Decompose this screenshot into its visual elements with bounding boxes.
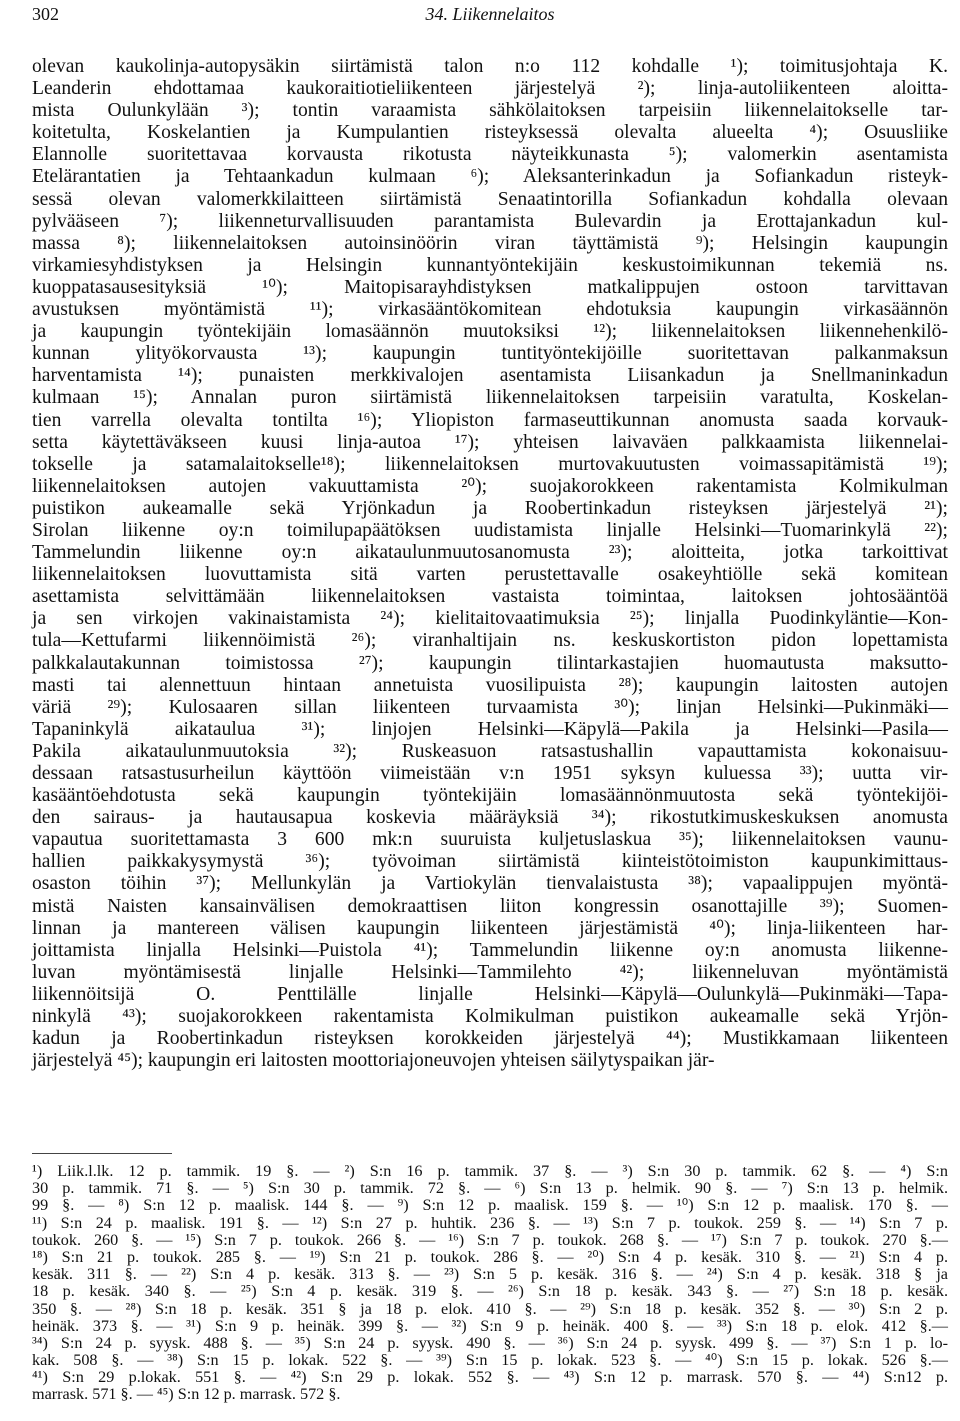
footnote-line: 99 §. — ⁸) S:n 12 p. maalisk. 144 §. — ⁹) S:n 12 p. maalisk. 159 §. — ¹⁰) S:n 12 p. maalisk. 170 §. — — [32, 1196, 948, 1215]
footnote-line: 30 p. tammik. 71 §. — ⁵) S:n 30 p. tammik. 72 §. — ⁶) S:n 13 p. helmik. 90 §. — ⁷) S:n 13 p. helmik. — [32, 1179, 948, 1198]
body-line: mistä Naisten kansainvälisen demokraattisen liiton kongressin osanottajille ³⁹); Suomen- — [32, 895, 948, 917]
footnote-line: ¹¹) S:n 24 p. maalisk. 191 §. — ¹²) S:n 27 p. huhtik. 236 §. — ¹³) S:n 7 p. toukok. 259 §. — ¹⁴) S:n 7 p. — [32, 1213, 948, 1232]
body-line: Etelärantatien ja Tehtaankadun kulmaan ⁶); Aleksanterinkadun ja Sofiankadun risteyk- — [32, 166, 948, 188]
page-header — [32, 4, 948, 34]
footnote-line: ⁴¹) S:n 29 p.lokak. 551 §. — ⁴²) S:n 29 p. lokak. 552 §. — ⁴³) S:n 12 p. marrask. 570 §. — ⁴⁴) S:n12 p. — [32, 1368, 948, 1387]
body-line: den sairaus- ja hautausapua koskevia määräyksiä ³⁴); rikostutkimuskeskuksen anomusta — [32, 807, 948, 829]
body-line: Tammelundin liikenne oy:n aikataulunmuutosanomusta ²³); aloitteita, jotka tarkoittivat — [32, 542, 948, 564]
footnote-line: heinäk. 373 §. — ³¹) S:n 9 p. heinäk. 399 §. — ³²) S:n 9 p. heinäk. 400 §. — ³³) S:n 18 p. elok. 412 §.— — [32, 1316, 948, 1335]
footnote-line: ³⁴) S:n 24 p. syysk. 488 §. — ³⁵) S:n 24 p. syysk. 490 §. — ³⁶) S:n 24 p. syysk. 499 §. — ³⁷) S:n 1 p. lo- — [32, 1333, 948, 1352]
body-line: kuoppatasausesityksiä ¹⁰); Maitopisarayhdistyksen matkalippujen ostoon tarvittavan — [32, 276, 948, 298]
body-line: asettamista selvittämään liikennelaitoksen vastaista toimintaa, laitoksen johtosääntöä — [32, 586, 948, 608]
body-line: liikennöitsijä O. Penttilälle linjalle Helsinki—Käpylä—Oulunkylä—Pukinmäki—Tapa- — [32, 983, 948, 1005]
body-line: tien varrella olevalta tontilta ¹⁶); Yliopiston farmaseuttikunnan anomusta saada korvauk- — [32, 409, 948, 431]
running-title: 34. Liikennelaitos — [425, 4, 555, 24]
body-line: ja kaupungin työntekijäin lomasäännön muutoksiksi ¹²); liikennelaitoksen liikennehenkilö- — [32, 321, 948, 343]
body-line: hallien paikkakysymystä ³⁶); työvoiman siirtämistä kiinteistötoimiston kaupunkimittaus- — [32, 851, 948, 873]
body-line: tula—Kettufarmi liikennöimistä ²⁶); viranhaltijain ns. keskuskortiston pidon lopettamista — [32, 630, 948, 652]
body-line: liikennelaitoksen autojen vakuuttamista ²⁰); suojakorokkeen rakentamista Kolmikulman — [32, 475, 948, 497]
body-line: Tapaninkylä aikataulua ³¹); linjojen Helsinki—Käpylä—Pakila ja Helsinki—Pasila— — [32, 718, 948, 740]
body-line: massa ⁸); liikennelaitoksen autoinsinöörin viran täyttämistä ⁹); Helsingin kaupungin — [32, 232, 948, 254]
body-line: avustuksen myöntämistä ¹¹); virkasääntökomitean ehdotuksia kaupungin virkasäännön — [32, 299, 948, 321]
body-line: kulmaan ¹⁵); Annalan puron siirtämistä liikennelaitoksen tarpeisiin varatulta, Koskelan- — [32, 387, 948, 409]
body-line: palkkalautakunnan toimistossa ²⁷); kaupungin tilintarkastajien huomautusta maksutto- — [32, 652, 948, 674]
body-line: väriä ²⁹); Kulosaaren sillan liikenteen turvaamista ³⁰); linjan Helsinki—Pukinmäki— — [32, 696, 948, 718]
body-line: Pakila aikataulunmuutoksia ³²); Ruskeasuon ratsastushallin vapauttamista kokonaisuu- — [32, 740, 948, 762]
body-line: vapautua suoritettamasta 3 600 mk:n suuruista kuljetuslaskua ³⁵); liikennelaitoksen vaunu- — [32, 829, 948, 851]
body-line: joittamista linjalla Helsinki—Puistola ⁴¹); Tammelundin liikenne oy:n anomusta liikenne- — [32, 939, 948, 961]
body-line: sessä olevan valomerkkilaitteen siirtämistä Senaatintorilla Sofiankadun kohdalla olevaan — [32, 188, 948, 210]
body-line: tokselle ja satamalaitokselle¹⁸); liikennelaitoksen murtovakuutusten voimassapitämistä ¹⁹); — [32, 453, 948, 475]
body-line: harventamista ¹⁴); punaisten merkkivalojen asentamista Liisankadun ja Snellmaninkadun — [32, 365, 948, 387]
footnote-rule — [32, 1153, 172, 1154]
page-number: 302 — [32, 4, 59, 24]
footnote-line: ¹⁸) S:n 21 p. toukok. 285 §. — ¹⁹) S:n 21 p. toukok. 286 §. — ²⁰) S:n 4 p. kesäk. 310 §. — ²¹) S:n 4 p. — [32, 1247, 948, 1266]
body-line: virkamiesyhdistyksen ja Helsingin kunnantyöntekijäin keskustoimikunnan tekemiä ns. — [32, 254, 948, 276]
body-line: ja sen virkojen vakinaistamista ²⁴); kielitaitovaatimuksia ²⁵); linjalla Puodinkyläntie—Kon- — [32, 608, 948, 630]
body-line: mista Oulunkylään ³); tontin varaamista sähkölaitoksen tarpeisiin liikennelaitokselle tar- — [32, 100, 948, 122]
footnotes — [32, 1163, 948, 1404]
footnote-line: marrask. 571 §. — ⁴⁵) S:n 12 p. marrask. 572 §. — [32, 1385, 341, 1404]
body-line: pylvääseen ⁷); liikenneturvallisuuden parantamista Bulevardin ja Erottajankadun kul- — [32, 210, 948, 232]
body-line: ninkylä ⁴³); suojakorokkeen rakentamista Kolmikulman puistikon aukeamalle sekä Yrjön- — [32, 1006, 948, 1028]
body-line: koitetulta, Koskelantien ja Kumpulantien risteyksessä olevalta alueelta ⁴); Osuusliike — [32, 122, 948, 144]
body-line: kadun ja Roobertinkadun risteyksen korokkeiden järjestelyä ⁴⁴); Mustikkamaan liikenteen — [32, 1028, 948, 1050]
body-line: kunnan ylityökorvausta ¹³); kaupungin tuntityöntekijöille suoritettavan palkanmaksun — [32, 343, 948, 365]
footnote-line: toukok. 260 §. — ¹⁵) S:n 7 p. toukok. 266 §. — ¹⁶) S:n 7 p. toukok. 268 §. — ¹⁷) S:n 7 p. toukok. 270 §.— — [32, 1230, 948, 1249]
body-line: luvan myöntämisestä linjalle Helsinki—Tammilehto ⁴²); liikenneluvan myöntämistä — [32, 961, 948, 983]
body-line: linnan ja mantereen välisen kaupungin liikenteen järjestämistä ⁴⁰); linja-liikenteen har- — [32, 917, 948, 939]
body-line: osaston töihin ³⁷); Mellunkylän ja Vartiokylän tienvalaistusta ³⁸); vapaalippujen myöntä- — [32, 873, 948, 895]
body-line: Elannolle suoritettavaa korvausta rikotusta näyteikkunasta ⁵); valomerkin asentamista — [32, 144, 948, 166]
body-line: masti tai alennettuun hintaan annetuista vuosilipuista ²⁸); kaupungin laitosten autojen — [32, 674, 948, 696]
footnote-line: 18 p. kesäk. 340 §. — ²⁵) S:n 4 p. kesäk. 319 §. — ²⁶) S:n 18 p. kesäk. 343 §. — ²⁷) S:n 18 p. kesäk. — [32, 1282, 948, 1301]
body-line: järjestelyä ⁴⁵); kaupungin eri laitosten moottoriajoneuvojen yhteisen säilytyspaikan jär- — [32, 1050, 715, 1072]
body-line: Sirolan liikenne oy:n toimilupapäätöksen uudistamista linjalle Helsinki—Tuomarinkylä ²²); — [32, 519, 948, 541]
footnote-line: kesäk. 311 §. — ²²) S:n 4 p. kesäk. 313 §. — ²³) S:n 5 p. kesäk. 316 §. — ²⁴) S:n 4 p. kesäk. 318 § ja — [32, 1265, 948, 1284]
body-line: dessaan ratsastusurheilun käyttöön viimeistään v:n 1951 syksyn kuluessa ³³); uutta vir- — [32, 763, 948, 784]
footnote-line: 350 §. — ²⁸) S:n 18 p. kesäk. 351 § ja 18 p. elok. 410 §. — ²⁹) S:n 18 p. kesäk. 352 §. — ³⁰) S:n 2 p. — [32, 1299, 948, 1318]
body-line: puistikon aukeamalle sekä Yrjönkadun ja Roobertinkadun risteyksen järjestelyä ²¹); — [32, 497, 948, 519]
footnote-line: ¹) Liik.l.lk. 12 p. tammik. 19 §. — ²) S:n 16 p. tammik. 37 §. — ³) S:n 30 p. tammik. 62 §. — ⁴) S:n — [32, 1162, 948, 1180]
body-line: kasääntöehdotusta sekä kaupungin työntekijäin lomasäännönmuutosta sekä työntekijöi- — [32, 785, 948, 807]
footnote-line: kak. 508 §. — ³⁸) S:n 15 p. lokak. 522 §. — ³⁹) S:n 15 p. lokak. 523 §. — ⁴⁰) S:n 15 p. lokak. 526 §.— — [32, 1351, 948, 1370]
body-text — [32, 56, 948, 1072]
body-line: setta käytettäväkseen kuusi linja-autoa ¹⁷); yhteisen laivaväen palkkaamista liikennelai- — [32, 431, 948, 453]
body-line: liikennelaitoksen luovuttamista sitä varten perustettavalle osakeyhtiölle sekä komitean — [32, 564, 948, 586]
body-line: Leanderin ehdottamaa kaukoraitiotieliikenteen järjestelyä ²); linja-autoliikenteen aloitta- — [32, 78, 948, 100]
page — [32, 0, 948, 1072]
body-line: olevan kaukolinja-autopysäkin siirtämistä talon n:o 112 kohdalle ¹); toimitusjohtaja K. — [32, 56, 948, 77]
